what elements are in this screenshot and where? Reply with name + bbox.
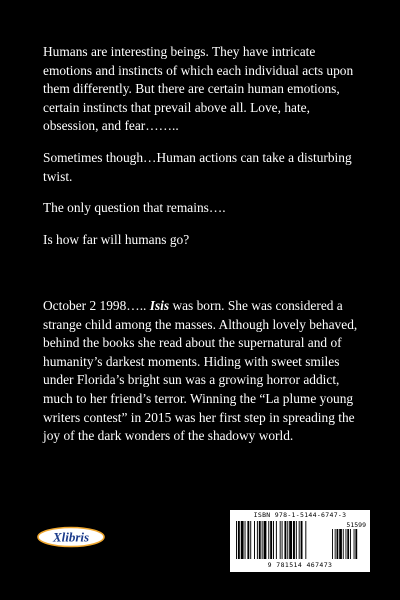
bio-body: was born. She was considered a strange child among the masses. Although lovely behaved, behind the books she read about the supernatural and of humanity’s darkest moments. Hiding with sweet smiles under Florida’s bright sun was a growing horror addict, much to her friend’s terror. Winning the “La plume young writers contest” in 2015 was her first step in spreading the joy of the dark wonders of the shadowy world. [43, 298, 358, 444]
barcode-digits: 9 781514 467473 [267, 561, 333, 569]
author-bio-text [43, 297, 365, 446]
author-bio [43, 297, 365, 446]
back-cover-blurb [43, 43, 363, 262]
author-name: Isis [149, 298, 170, 313]
isbn-label: ISBN 978-1-5144-6747-3 [253, 511, 347, 519]
blurb-paragraph: Humans are interesting beings. They have intricate emotions and instincts of which each individual acts upon them differently. But there are certain human emotions, certain instincts that prevail above all. Love, hate, obsession, and fear…….. [43, 44, 354, 134]
barcode-bars [236, 521, 364, 559]
isbn-barcode [230, 510, 370, 572]
blurb-paragraph: Is how far will humans go? [43, 231, 190, 247]
publisher-name: Xlibris [52, 529, 90, 545]
xlibris-logo [36, 526, 106, 548]
bio-intro: October 2 1998….. [43, 298, 150, 313]
blurb-paragraph: Sometimes though…Human actions can take a disturbing twist. [43, 149, 352, 184]
price-code: 51599 [346, 521, 366, 529]
blurb-paragraph: The only question that remains…. [43, 200, 226, 216]
